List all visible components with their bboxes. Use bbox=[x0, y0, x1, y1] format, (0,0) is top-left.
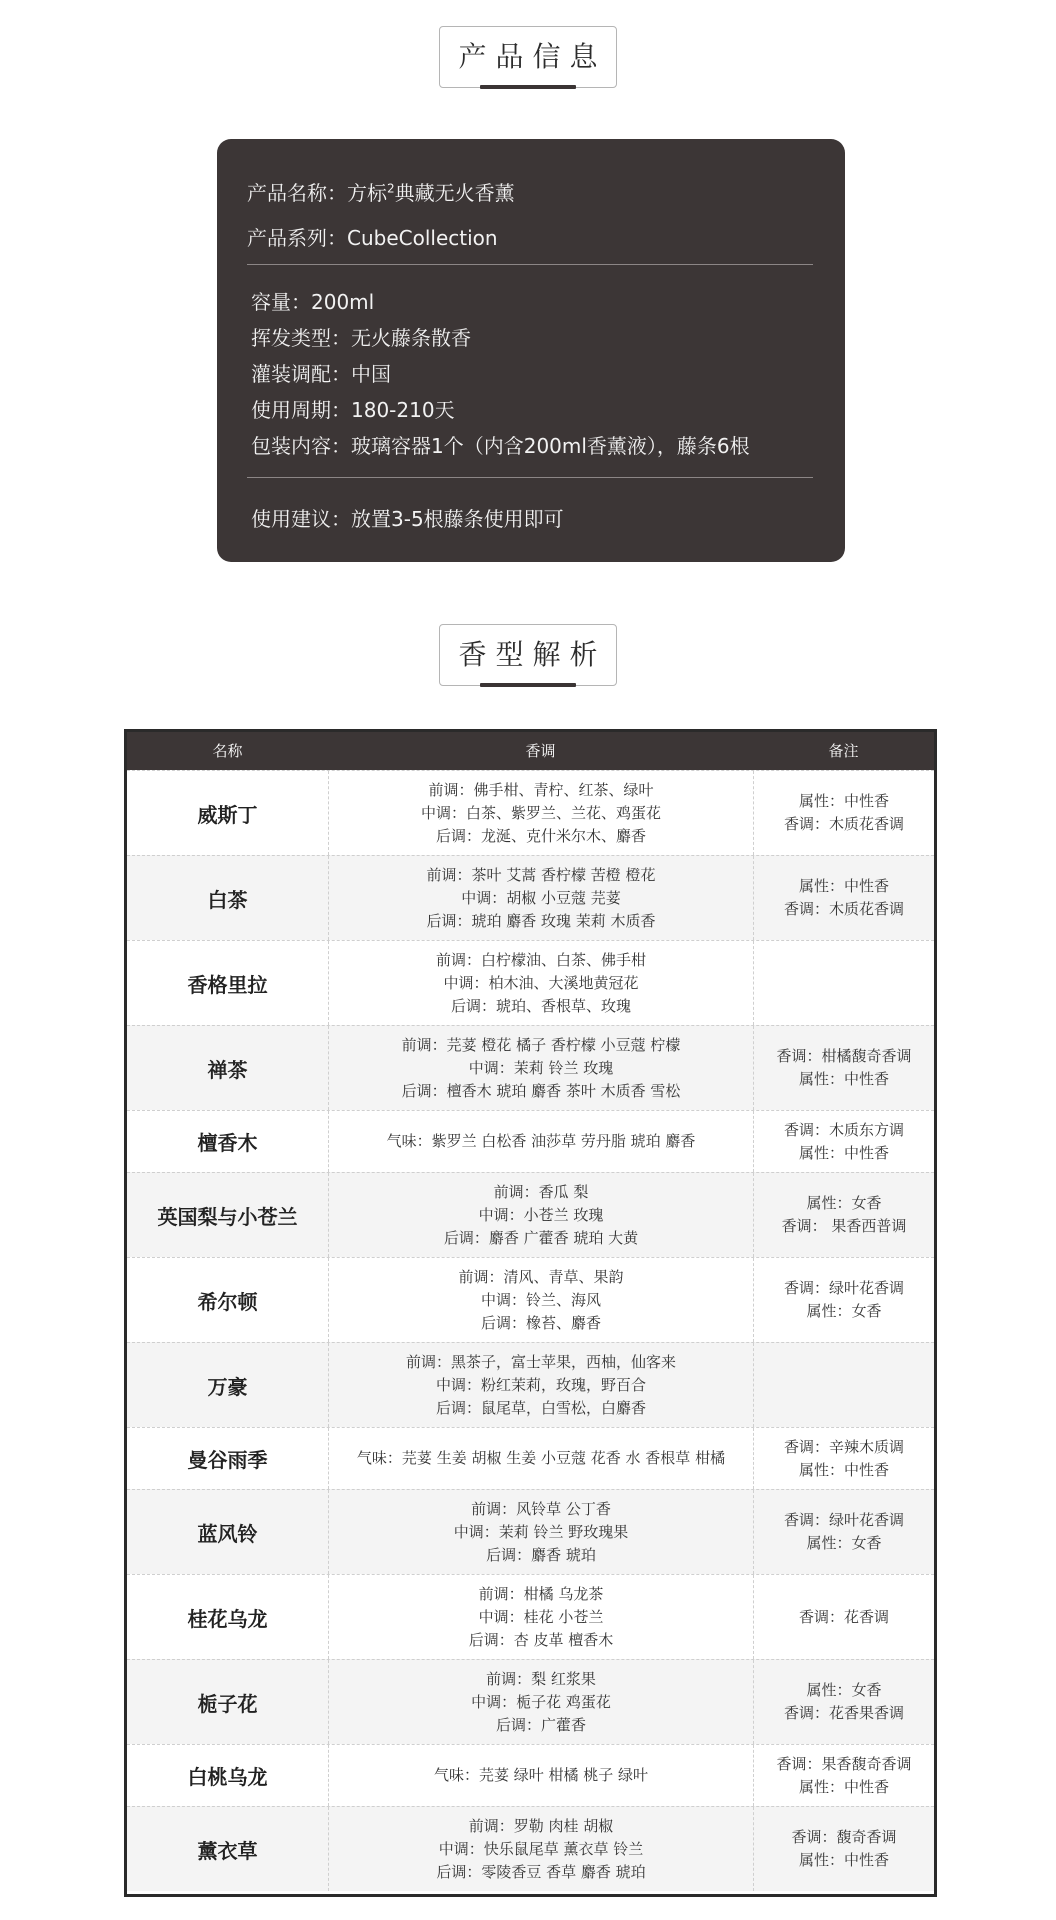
scent-note-line: 中调：胡椒 小豆蔻 芫荽 bbox=[461, 888, 621, 907]
table-row bbox=[127, 1574, 934, 1659]
scent-name-cell: 威斯丁 bbox=[197, 802, 258, 827]
scent-notes-cell bbox=[328, 1026, 753, 1110]
scent-note-line: 前调：佛手柑、青柠、红茶、绿叶 bbox=[428, 780, 654, 799]
scent-note-line: 前调：茶叶 艾蒿 香柠檬 苦橙 橙花 bbox=[426, 865, 656, 884]
scent-name-cell: 禅茶 bbox=[207, 1057, 248, 1082]
scent-name-cell: 希尔顿 bbox=[197, 1289, 258, 1314]
table-row bbox=[127, 1806, 934, 1891]
scent-remarks-cell bbox=[753, 1428, 934, 1489]
scent-remarks-cell bbox=[753, 1258, 934, 1342]
scent-note-line: 后调：琥珀 麝香 玫瑰 茉莉 木质香 bbox=[426, 911, 656, 930]
divider bbox=[247, 477, 813, 478]
scent-note-line: 前调：清风、青草、果韵 bbox=[458, 1267, 624, 1286]
scent-remark-line: 香调：绿叶花香调 bbox=[783, 1511, 904, 1529]
scent-remarks-cell bbox=[753, 1026, 934, 1110]
scent-note-line: 前调：白柠檬油、白茶、佛手柑 bbox=[435, 950, 646, 969]
header-name: 名称 bbox=[212, 742, 243, 760]
scent-remark-line: 香调：果香馥奇香调 bbox=[776, 1754, 912, 1773]
scent-table bbox=[124, 729, 937, 1897]
scent-note-line: 气味：芫荽 生姜 胡椒 生姜 小豆蔻 花香 水 香根草 柑橘 bbox=[356, 1449, 726, 1467]
divider bbox=[247, 264, 813, 265]
table-header bbox=[127, 732, 934, 770]
product-package: 包装内容：玻璃容器1个（内含200ml香薰液），藤条6根 bbox=[251, 434, 750, 458]
table-row bbox=[127, 1489, 934, 1574]
product-name bbox=[247, 177, 515, 206]
scent-notes-cell bbox=[328, 1428, 753, 1489]
scent-note-line: 前调：梨 红浆果 bbox=[486, 1669, 596, 1688]
scent-notes-cell bbox=[328, 1807, 753, 1891]
scent-remarks-cell bbox=[753, 941, 934, 1025]
scent-note-line: 后调：鼠尾草，白雪松，白麝香 bbox=[435, 1398, 646, 1417]
scent-remark-line: 属性：中性香 bbox=[798, 792, 889, 810]
product-capacity: 容量：200ml bbox=[251, 290, 375, 314]
scent-remarks-cell bbox=[753, 1173, 934, 1257]
scent-note-line: 中调：茉莉 铃兰 玫瑰 bbox=[468, 1058, 614, 1077]
table-row bbox=[127, 1257, 934, 1342]
usage-advice: 使用建议：放置3-5根藤条使用即可 bbox=[251, 507, 564, 531]
product-name-superscript: 2 bbox=[387, 181, 395, 196]
product-name-prefix: 方标 bbox=[347, 181, 387, 205]
scent-note-line: 中调：茉莉 铃兰 野玫瑰果 bbox=[453, 1522, 629, 1541]
scent-notes-cell bbox=[328, 1111, 753, 1172]
scent-notes-cell bbox=[328, 1173, 753, 1257]
scent-note-line: 中调：粉红茉莉，玫瑰，野百合 bbox=[435, 1375, 646, 1394]
scent-remark-line: 香调：木质花香调 bbox=[783, 815, 904, 833]
scent-notes-cell bbox=[328, 856, 753, 940]
scent-remark-line: 属性：女香 bbox=[806, 1302, 882, 1320]
scent-name-cell: 栀子花 bbox=[197, 1691, 258, 1716]
table-row bbox=[127, 1025, 934, 1110]
scent-note-line: 后调：檀香木 琥珀 麝香 茶叶 木质香 雪松 bbox=[401, 1081, 681, 1100]
scent-remarks-cell bbox=[753, 1660, 934, 1744]
scent-note-line: 前调：芫荽 橙花 橘子 香柠檬 小豆蔻 柠檬 bbox=[401, 1035, 681, 1054]
table-row bbox=[127, 1659, 934, 1744]
scent-note-line: 后调：零陵香豆 香草 麝香 琥珀 bbox=[436, 1862, 646, 1881]
table-row bbox=[127, 770, 934, 855]
scent-notes-cell bbox=[328, 1660, 753, 1744]
scent-name-cell: 白茶 bbox=[207, 887, 248, 912]
scent-name-cell: 桂花乌龙 bbox=[187, 1606, 268, 1631]
table-row bbox=[127, 855, 934, 940]
header-remarks: 备注 bbox=[828, 742, 859, 760]
scent-note-line: 前调：黑茶子，富士苹果，西柚，仙客来 bbox=[405, 1352, 676, 1371]
scent-notes-cell bbox=[328, 1343, 753, 1427]
table-row bbox=[127, 1427, 934, 1489]
scent-notes-cell bbox=[328, 1745, 753, 1806]
scent-note-line: 中调：柏木油、大溪地黄冠花 bbox=[443, 973, 639, 992]
table-row bbox=[127, 1744, 934, 1806]
scent-remark-line: 属性：中性香 bbox=[798, 1851, 889, 1869]
scent-remarks-cell bbox=[753, 1575, 934, 1659]
product-name-suffix: 典藏无火香薰 bbox=[394, 181, 515, 205]
scent-notes-cell bbox=[328, 1258, 753, 1342]
scent-remark-line: 香调：馥奇香调 bbox=[791, 1828, 897, 1846]
scent-note-line: 前调：风铃草 公丁香 bbox=[471, 1499, 611, 1518]
scent-remarks-cell bbox=[753, 1490, 934, 1574]
product-info-heading bbox=[439, 26, 617, 88]
scent-note-line: 中调：小苍兰 玫瑰 bbox=[478, 1205, 604, 1224]
scent-notes-cell bbox=[328, 1575, 753, 1659]
scent-remark-line: 属性：中性香 bbox=[798, 1143, 889, 1162]
scent-note-line: 前调：罗勒 肉桂 胡椒 bbox=[468, 1816, 614, 1835]
scent-note-line: 后调：龙涎、克什米尔木、麝香 bbox=[435, 826, 646, 845]
scent-remark-line: 属性：女香 bbox=[806, 1681, 882, 1699]
scent-remark-line: 香调： 果香西普调 bbox=[781, 1217, 907, 1235]
product-type: 挥发类型：无火藤条散香 bbox=[251, 326, 471, 350]
scent-note-line: 后调：杏 皮革 檀香木 bbox=[468, 1630, 614, 1649]
scent-note-line: 中调：铃兰、海风 bbox=[480, 1290, 601, 1309]
product-name-label: 产品名称： bbox=[247, 181, 347, 205]
scent-remarks-cell bbox=[753, 1745, 934, 1806]
product-info-title: 产品信息 bbox=[458, 40, 607, 73]
scent-note-line: 后调：琥珀、香根草、玫瑰 bbox=[450, 996, 631, 1015]
heading-underline bbox=[480, 683, 576, 687]
scent-note-line: 前调：香瓜 梨 bbox=[493, 1182, 589, 1201]
scent-note-line: 后调：橡苔、麝香 bbox=[480, 1313, 601, 1332]
product-origin: 灌装调配：中国 bbox=[251, 362, 391, 386]
header-notes: 香调 bbox=[525, 742, 556, 760]
product-series: 产品系列：CubeCollection bbox=[247, 226, 498, 250]
scent-note-line: 中调：桂花 小苍兰 bbox=[478, 1607, 604, 1626]
scent-remark-line: 香调：花香调 bbox=[798, 1607, 889, 1626]
scent-note-line: 后调：麝香 广藿香 琥珀 大黄 bbox=[443, 1228, 639, 1247]
product-period: 使用周期：180-210天 bbox=[251, 398, 455, 422]
scent-name-cell: 香格里拉 bbox=[187, 972, 268, 997]
scent-note-line: 后调：广藿香 bbox=[495, 1715, 586, 1734]
scent-remark-line: 香调：辛辣木质调 bbox=[783, 1437, 904, 1456]
scent-remark-line: 香调：木质东方调 bbox=[783, 1120, 904, 1139]
scent-note-line: 气味：芫荽 绿叶 柑橘 桃子 绿叶 bbox=[433, 1766, 649, 1784]
heading-underline bbox=[480, 85, 576, 89]
scent-remark-line: 香调：木质花香调 bbox=[783, 900, 904, 918]
scent-remark-line: 属性：女香 bbox=[806, 1194, 882, 1212]
scent-name-cell: 薰衣草 bbox=[197, 1838, 258, 1863]
scent-name-cell: 白桃乌龙 bbox=[187, 1765, 268, 1789]
scent-remarks-cell bbox=[753, 856, 934, 940]
scent-analysis-heading bbox=[439, 624, 617, 686]
scent-name-cell: 曼谷雨季 bbox=[187, 1448, 268, 1472]
scent-remark-line: 属性：中性香 bbox=[798, 877, 889, 895]
scent-analysis-title: 香型解析 bbox=[458, 638, 607, 671]
table-row bbox=[127, 1172, 934, 1257]
scent-name-cell: 檀香木 bbox=[197, 1131, 258, 1155]
scent-remarks-cell bbox=[753, 771, 934, 855]
scent-notes-cell bbox=[328, 771, 753, 855]
scent-note-line: 前调：柑橘 乌龙茶 bbox=[478, 1584, 604, 1603]
scent-name-cell: 万豪 bbox=[207, 1374, 248, 1399]
scent-name-cell: 蓝风铃 bbox=[197, 1521, 258, 1546]
scent-remark-line: 属性：中性香 bbox=[798, 1070, 889, 1088]
scent-remark-line: 香调：绿叶花香调 bbox=[783, 1279, 904, 1297]
table-row bbox=[127, 940, 934, 1025]
scent-remark-line: 香调：柑橘馥奇香调 bbox=[776, 1047, 912, 1065]
scent-notes-cell bbox=[328, 1490, 753, 1574]
scent-remark-line: 属性：中性香 bbox=[798, 1460, 889, 1479]
scent-note-line: 中调：快乐鼠尾草 薰衣草 铃兰 bbox=[438, 1839, 644, 1858]
scent-note-line: 中调：栀子花 鸡蛋花 bbox=[471, 1692, 611, 1711]
scent-remark-line: 属性：中性香 bbox=[798, 1777, 889, 1796]
scent-remark-line: 香调：花香果香调 bbox=[783, 1704, 904, 1722]
scent-name-cell: 英国梨与小苍兰 bbox=[157, 1204, 298, 1229]
scent-note-line: 后调：麝香 琥珀 bbox=[486, 1545, 596, 1564]
scent-remark-line: 属性：女香 bbox=[806, 1534, 882, 1552]
scent-remarks-cell bbox=[753, 1111, 934, 1172]
scent-note-line: 气味：紫罗兰 白松香 油莎草 劳丹脂 琥珀 麝香 bbox=[386, 1132, 696, 1150]
scent-note-line: 中调：白茶、紫罗兰、兰花、鸡蛋花 bbox=[420, 803, 661, 822]
product-info-card bbox=[217, 139, 845, 562]
scent-remarks-cell bbox=[753, 1343, 934, 1427]
table-row bbox=[127, 1342, 934, 1427]
scent-remarks-cell bbox=[753, 1807, 934, 1891]
scent-notes-cell bbox=[328, 941, 753, 1025]
table-row bbox=[127, 1110, 934, 1172]
